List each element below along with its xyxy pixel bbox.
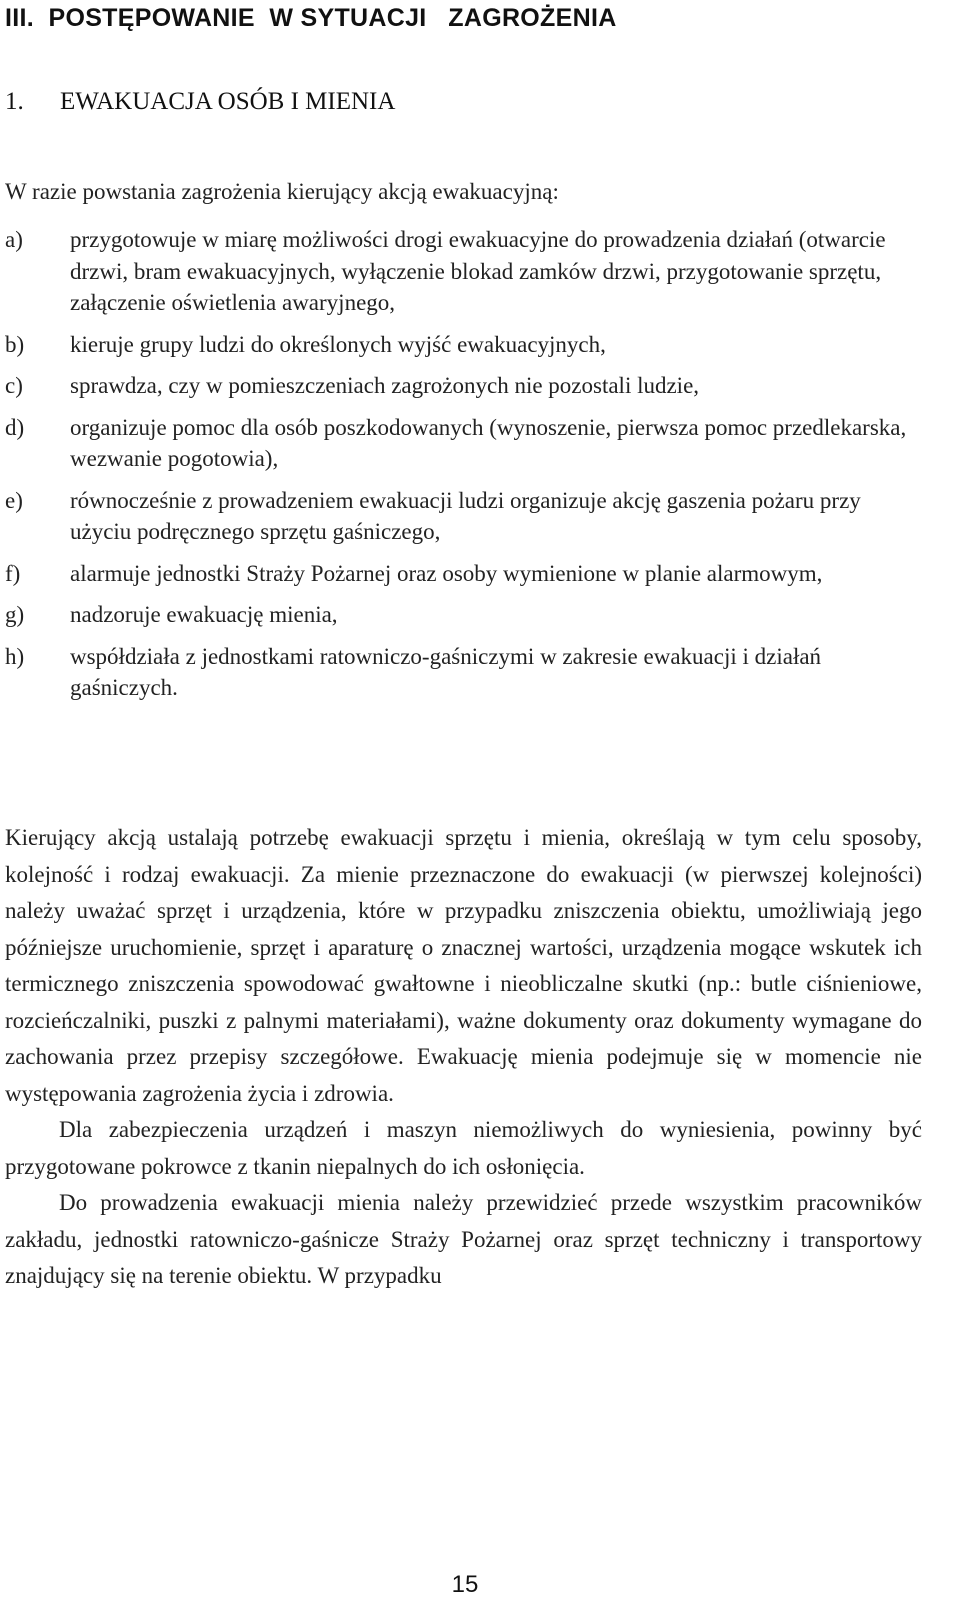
page-number: 15 [451,1571,479,1598]
list-marker: a) [5,227,23,252]
list-marker: c) [5,373,23,398]
list-marker: e) [5,487,23,513]
intro-text: W razie powstania zagrożenia kierujący akcją ewakuacyjną: [5,179,559,204]
list-item-text: nadzoruje ewakuację mienia, [70,602,338,627]
list-item [5,599,925,631]
paragraph: Do prowadzenia ewakuacji mienia należy przewidzieć przede wszystkim pracowników zakładu, jednostki ratowniczo-gaśnicze Straży Pożarnej oraz sprzęt techniczny i transportowy znajdujący się na terenie obiektu. W przypadku [5,1190,922,1288]
duties-list [5,224,925,714]
subsection-title: EWAKUACJA OSÓB I MIENIA [60,88,396,115]
list-item [5,329,925,361]
list-item-text: kieruje grupy ludzi do określonych wyjść ewakuacyjnych, [70,331,606,357]
paragraph: Dla zabezpieczenia urządzeń i maszyn niemożliwych do wyniesienia, powinny być przygotowane pokrowce z tkanin niepalnych do ich osłonięcia. [5,1117,922,1179]
list-marker: f) [5,560,21,586]
list-item [5,412,925,475]
list-item-text: alarmuje jednostki Straży Pożarnej oraz osoby wymienione w planie alarmowym, [70,560,823,586]
list-item-text: sprawdza, czy w pomieszczeniach zagrożonych nie pozostali ludzie, [70,373,700,398]
list-marker: h) [5,643,25,669]
list-item-text: współdziała z jednostkami ratowniczo-gaśniczymi w zakresie ewakuacji i działań gaśniczych. [70,643,822,700]
list-item-text: równocześnie z prowadzeniem ewakuacji ludzi organizuje akcję gaszenia pożaru przy użyciu podręcznego sprzętu gaśniczego, [70,487,861,544]
list-item [5,558,925,590]
list-item [5,485,925,548]
body-text [5,820,922,1295]
list-marker: b) [5,331,25,357]
list-item [5,370,925,402]
list-marker: d) [5,414,25,440]
subsection-heading [5,88,395,116]
list-marker: g) [5,602,25,627]
list-item [5,224,925,319]
subsection-number: 1. [5,88,24,115]
list-item [5,641,925,704]
list-item-text: przygotowuje w miarę możliwości drogi ewakuacyjne do prowadzenia działań (otwarcie drzwi, bram ewakuacyjnych, wyłączenie blokad zamków drzwi, przygotowanie sprzętu, załączenie oświetlenia awaryjnego, [70,227,886,315]
paragraph: Kierujący akcją ustalają potrzebę ewakuacji sprzętu i mienia, określają w tym celu sposoby, kolejność i rodzaj ewakuacji. Za mienie przeznaczone do ewakuacji (w pierwszej kolejności) należy uważać sprzęt i urządzenia, które w przypadku zniszczenia obiektu, umożliwiają jego późniejsze uruchomienie, sprzęt i aparaturę o znacznej wartości, urządzenia mogące wskutek ich termicznego zniszczenia spowodować gwałtowne i nieobliczalne skutki (np.: butle ciśnieniowe, rozcieńczalniki, puszki z palnymi materiałami), ważne dokumenty oraz dokumenty wymagane do zachowania przez przepisy szczegółowe. Ewakuację mienia podejmuje się w momencie nie występowania zagrożenia życia i zdrowia. [5,825,922,1106]
section-heading: III. POSTĘPOWANIE W SYTUACJI ZAGROŻENIA [5,4,617,32]
list-item-text: organizuje pomoc dla osób poszkodowanych (wynoszenie, pierwsza pomoc przedlekarska, wezwanie pogotowia), [70,414,907,471]
